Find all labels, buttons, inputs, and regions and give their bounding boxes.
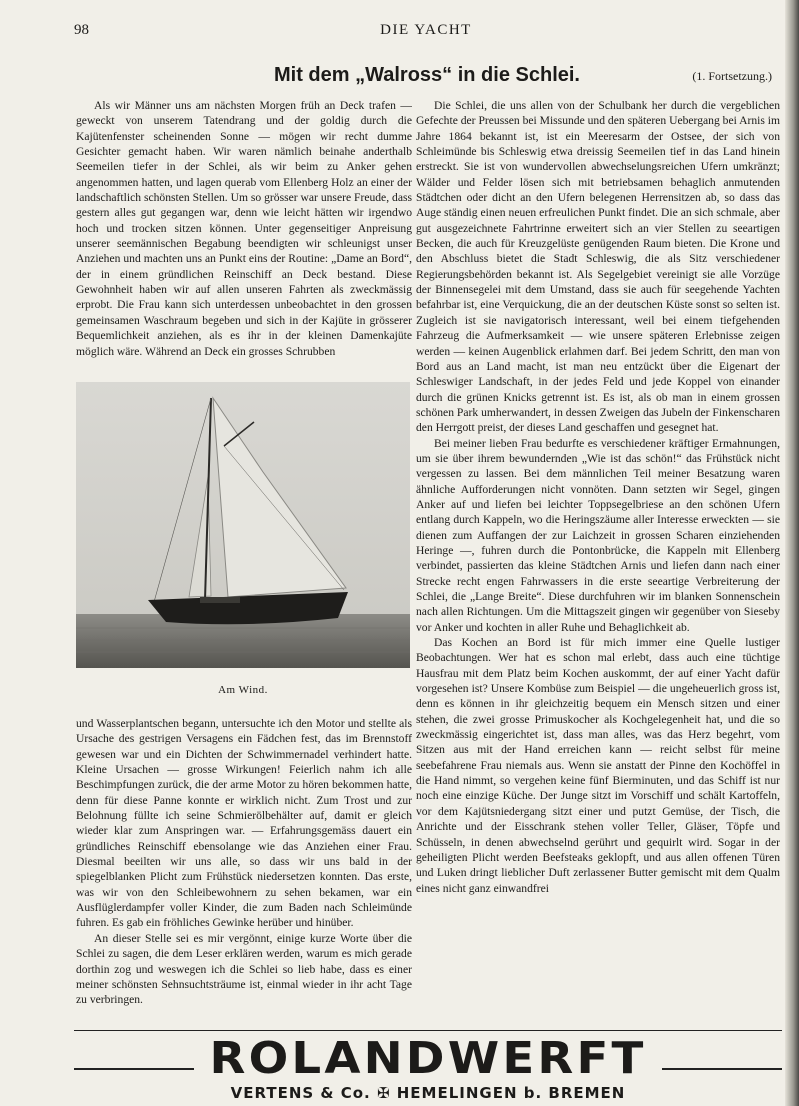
paragraph: Als wir Männer uns am nächsten Morgen früh an Deck trafen — geweckt von unserem Tatendrang und der goldig durch die Kajütenfenster scheinenden Sonne — mögen wir recht dumme Gesichter gemacht haben. Wir waren nämlich beinahe anderthalb Seemeilen tiefer in der Schlei, als wir beim zu Anker gehen angenommen hatten, und lagen querab vom Ellenberg Holz an einer der landschaftlich schönsten Stellen. Um so grösser war unsere Freude, dass gestern alles gut gegangen war, denn wie leicht hätten wir irgendwo hoch und trocken sitzen können. Unter gegenseitiger Anpreisung unserer seemännischen Begabung beendigten wir schleunigst unser Anziehen und machten uns an Punkt eins der Routine: „Dame an Bord“, der in einem gründlichen Reinschiff an Deck bestand. Diese Gewohnheit haben wir auf allen unseren Fahrten als zweckmässig erprobt. Die Frau kann sich unterdessen unbeobachtet in den grossen gemeinsamen Waschraum begeben und sich in der Kajüte in grösserer Bequemlichkeit anziehen, als es ihr in der kleinen Damenkajüte möglich wäre. Während an Deck ein grosses Schrubben [76,99,412,358]
figure-caption: Am Wind. [218,684,268,696]
page-edge-shadow [785,0,799,1106]
ad-address: VERTENS & Co. ✠ HEMELINGEN b. BREMEN [230,1084,626,1102]
journal-title: DIE YACHT [380,22,472,38]
paragraph: Die Schlei, die uns allen von der Schulbank her durch die vergeblichen Gefechte der Preussen bei Missunde und den späteren Uebergang bei Arnis im Jahre 1864 bekannt ist, ist ein Meeresarm der Ostsee, der sich von Schleimünde bis Schleswig etwa dreissig Seemeilen tief in das Land hinein erstreckt. Sie ist von wundervollen abwechselungsreichen Ufern umkränzt; Wälder und Felder lösen sich mit betriebsamen behaglich anmutenden Städtchen oder dicht an den Ufern belegenen Herrensitzen ab, so dass das Auge ständig einen neuen erfreulichen Punkt findet. Die an sich schmale, aber gut ausgezeichnete Fahrtrinne erweitert sich an vier Stellen zu seeartigen Becken, die auch für Kreuzgelüste genügenden Raum bieten. Die Krone und den Abschluss bietet die Stadt Schleswig, die als Sitz verschiedener Regierungsbehörden bekannt ist. Als Segelgebiet vereinigt sie alle Vorzüge der Binnensegelei mit dem Umstand, dass sie auch für seegehende Yachten befahrbar ist, eine Verquickung, die an der deutschen Küste sonst so selten ist. Zugleich ist sie navigatorisch interessant, weil bei einem tiefgehenden Fahrzeug die Aufmerksamkeit — wie unsere späteren Erlebnisse zeigen werden — keinen Augenblick erlahmen darf. Bei jedem Schritt, den man von Bord aus an Land macht, ist man neu entzückt über die Eigenart der Schleswiger Landschaft, in der jedes Feld und jede Koppel von einander durch die grünen Knicks getrennt ist. Es ist, als ob man in einem grossen schönen Park umherwandert, in dessen Zweigen das Jubeln der Finkenscharen den Herrgott preist, der dieses Land geschaffen und gesegnet hat. [416,99,780,435]
right-column [416,98,780,1026]
left-column-top [76,98,412,376]
article-title-row [74,64,778,90]
paragraph: und Wasserplantschen begann, untersuchte ich den Motor und stellte als Ursache des gestrigen Versagens ein Fädchen fest, das im Brennstoff gewesen war und ein Dichten der Schwimmernadel verhindert hatte. Kleine Ursachen — grosse Wirkungen! Feierlich nahm ich alle Beschimpfungen zurück, die der arme Motor zu hören bekommen hatte, denn für diese Panne konnte er wirklich nicht. Zum Trost und zur Belohnung füllte ich seine Schmierölbehälter auf, damit er gleich wieder klar zum Anspringen war. — Erfahrungsgemäss dauert ein gründliches Reinschiff ebensolange wie das Anziehen einer Frau. Diesmal beeilten wir uns alle, so dass wir uns bald in der spiegelblanken Plicht zum Frühstück niedersetzen konnten. Das erste, was wir von den Schleibewohnern zu sehen bekamen, war ein Ausflüglerdampfer voller Kinder, die zum Baden nach Schleimünde fuhren. Es gab ein fröhliches Gewinke herüber und hinüber. [76,717,412,930]
paragraph: An dieser Stelle sei es mir vergönnt, einige kurze Worte über die Schlei zu sagen, die dem Leser erklären werden, warum es mich gerade dorthin zog und weswegen ich die Schlei so lieb habe, dass es einer meiner schönsten Sehnsuchtsträume ist, einmal wieder in ihr acht Tage zu verbringen. [76,931,412,1007]
paragraph: Das Kochen an Bord ist für mich immer eine Quelle lustiger Beobachtungen. Wer hat es schon mal erlebt, dass auch eine tüchtige Hausfrau mit dem Platz beim Kochen auskommt, der auf einer Yacht dafür vorgesehen ist? Unsere Kombüse zum Beispiel — die ungeheuerlich gross ist, denn es können in ihr gleichzeitig bequem ein Mensch sitzen und einer stehen, die zwei grosse Primuskocher als Kochgelegenheit hat, und die so zweckmässig eingerichtet ist, dass man alles, was das Herz begehrt, vom Sitzen aus mit der Hand erreichen kann — reicht selbst für meine seebefahrene Frau niemals aus. Wenn sie anstatt der Pinne den Kochöffel in die Hand nimmt, so vergehen keine fünf Bierminuten, und das Schiff ist nur noch eine einzige Küche. Der Junge sitzt im Vorschiff und schält Kartoffeln, vor dem Kajütsniedergang sitzt einer und putzt Gemüse, der Tisch, die Anrichte und der Eisschrank stehen voller Teller, Gläser, Töpfe und Schüsseln, in denen abwechselnd gerührt und gequirlt wird. Sogar in der geheiligten Plicht werden Beefsteaks geklopft, und aus allen offenen Türen und Luken dringt lieblicher Duft zerlassener Butter gemischt mit dem Qualm eines nicht ganz einwandfrei [416,636,780,895]
sailboat-illustration [76,382,410,668]
article-title: Mit dem „Walross“ in die Schlei. [274,64,580,86]
continuation-note: (1. Fortsetzung.) [692,69,772,83]
divider-rule [74,1030,782,1031]
sailboat-photo [76,382,410,668]
page-number: 98 [74,22,89,38]
left-column-bottom [76,716,412,1030]
advertisement [74,1034,782,1106]
ad-company-name: ROLANDWERFT [209,1033,647,1084]
paragraph: Bei meiner lieben Frau bedurfte es verschiedener kräftiger Ermahnungen, um sie über ihrem bewundernden „Wie ist das schön!“ das Frühstück nicht vergessen zu lassen. Bei dem männlichen Teil meiner Besatzung waren ähnliche Aufforderungen nicht vonnöten. Dann setzten wir Segel, gingen Anker auf und liefen bei leichter Toppsegelbriese an den schönen Ufern entlang durch Kappeln, wo die Heringszäume aller Interesse erweckten — sie dienen zum Auffangen der zur Laichzeit in grossen Scharen einziehenden Heringe —, fuhren durch die Pontonbrücke, die Kappeln mit Ellenberg verbindet, passierten das kleine Städtchen Arnis und liefen dann nach einer Strecke recht engen Fahrwassers in die erste seeartige Verbreiterung der Schlei, die „Lange Breite“. Diese durchfuhren wir im blanken Sonnenschein nach allen Richtungen. Um die Mittagszeit gingen wir gegenüber von Sieseby vor Anker und kochten in aller Ruhe und Behaglichkeit ab. [416,436,780,634]
running-header [74,22,778,42]
